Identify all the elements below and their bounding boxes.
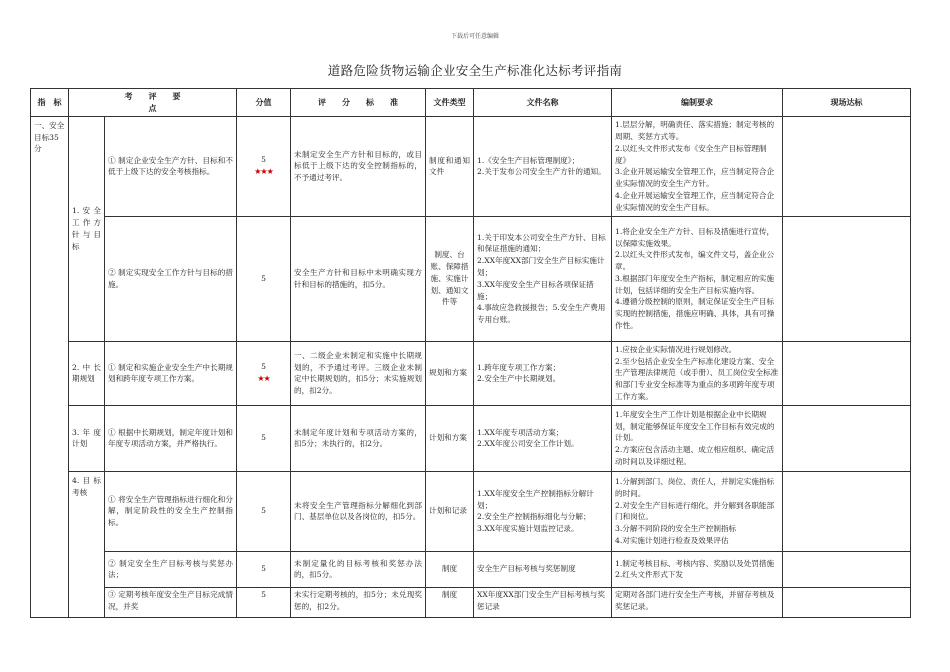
score-value: 5 [261,506,266,516]
table-row [31,471,911,551]
file-type-cell: 制度、台账、保障措施、实施计划、通知文件等 [426,216,474,341]
onsite-cell [783,341,911,405]
score-cell [237,116,291,216]
header-file-type: 文件类型 [426,89,474,117]
requirements-cell: 定期对各部门进行安全生产考核，并留存考核及奖惩记录。 [612,587,783,617]
group-label: 2.中长期规划 [69,341,105,405]
group-label: 3.年度计划 [69,405,105,471]
key-point: ① 制定企业安全生产方针、目标和不低于上级下达的安全考核指标。 [105,116,237,216]
requirements-cell: 1.分解到部门、岗位、责任人，并制定实施指标的时间。 2.对安全生产目标进行细化，并分解到各职能部门和岗位。 3.分解不同阶段的安全生产控制指标 4.对实施计划进行检查及效果评估 [612,471,783,551]
section-label: 一、安全目标35分 [31,116,69,617]
table-row [31,405,911,471]
group-label: 1.安全工作方针与目标 [69,116,105,341]
document-title: 道路危险货物运输企业安全生产标准化达标考评指南 [327,63,623,78]
onsite-cell [783,405,911,471]
criteria-cell: 一、二级企业未制定和实施中长期规划的，不予通过考评。三级企业未制定中长期规划的，扣5分；未实施规划的，扣2分。 [291,341,426,405]
onsite-cell [783,116,911,216]
requirements-cell: 1.应按企业实际情况进行规划修改。 2.至少包括企业安全生产标准化建设方案、安全生产管理法律规范（或手册）、员工岗位安全标准和部门专业安全标准等为重点的多项跨年度专项工作方案。 [612,341,783,405]
header-requirements: 编制要求 [612,89,783,117]
score-value: 5 [261,155,266,165]
key-point: ② 制定实现安全工作方针与目标的措施。 [105,216,237,341]
key-point: ② 制定安全生产目标考核与奖惩办法； [105,551,237,587]
file-type-cell: 规划和方案 [426,341,474,405]
file-name-cell: 1.XX年度专项活动方案； 2.XX年度公司安全工作计划。 [474,405,612,471]
table-row [31,116,911,216]
header-file-name: 文件名称 [474,89,612,117]
header-score: 分值 [237,89,291,117]
table-row [31,341,911,405]
onsite-cell [783,216,911,341]
criteria-cell: 未制定年度计划和专项活动方案的，扣5分；未执行的，扣2分。 [291,405,426,471]
file-name-cell: XX年度XX部门安全生产目标考核与奖惩记录 [474,587,612,617]
key-point: ③ 定期考核年度安全生产目标完成情况，并奖 [105,587,237,617]
file-type-cell: 计划和记录 [426,471,474,551]
score-value: 5 [261,564,266,574]
requirements-cell: 1.层层分解，明确责任、落实措施；制定考核的周期、奖惩方式等。 2.以红头文件形式发布《安全生产目标管理制度》 3.企业开展运输安全管理工作，应当制定符合企业实际情况的安全生产方针。 4.企业开展运输安全管理工作，应当制定符合企业实际情况的安全生产目标。 [612,116,783,216]
top-note: 下载后可任意编辑 [450,33,499,40]
star-rating-icon: ★★ [257,373,270,383]
file-type-cell: 计划和方案 [426,405,474,471]
file-name-cell: 1.跨年度专项工作方案； 2.安全生产中长期规划。 [474,341,612,405]
file-type-cell: 制度和通知文件 [426,116,474,216]
score-cell [237,216,291,341]
evaluation-table [30,88,911,618]
score-cell [237,405,291,471]
onsite-cell [783,471,911,551]
score-value: 5 [261,362,266,372]
star-rating-icon: ★★★ [254,166,273,176]
criteria-cell: 未实行定期考核的，扣5分；未兑现奖惩的，扣2分。 [291,587,426,617]
header-criteria: 评 分 标 准 [291,89,426,117]
file-name-cell: 安全生产目标考核与奖惩制度 [474,551,612,587]
score-value: 5 [261,589,266,599]
criteria-cell: 未制定量化的目标考核和奖惩办法的，扣5分。 [291,551,426,587]
onsite-cell [783,551,911,587]
header-indicator: 指 标 [31,89,69,117]
header-key-points: 考 评 要 点 [69,89,237,117]
key-point: ① 将安全生产管理指标进行细化和分解，制定阶段性的安全生产控制指标。 [105,471,237,551]
score-cell [237,471,291,551]
score-cell [237,551,291,587]
criteria-cell: 未将安全生产管理指标分解细化到部门、基层单位以及各岗位的，扣5分。 [291,471,426,551]
header-onsite: 现场达标 [783,89,911,117]
onsite-cell [783,587,911,617]
key-point: ① 根据中长期规划，制定年度计划和年度专项活动方案，并严格执行。 [105,405,237,471]
file-type-cell: 制度 [426,587,474,617]
table-row [31,551,911,587]
key-point: ① 制定和实施企业安全生产中长期规划和跨年度专项工作方案。 [105,341,237,405]
criteria-cell: 未制定安全生产方针和目标的，或目标低于上级下达的安全控制指标的，不予通过考评。 [291,116,426,216]
criteria-cell: 安全生产方针和目标中未明确实现方针和目标的措施的，扣5分。 [291,216,426,341]
score-cell [237,341,291,405]
requirements-cell: 1.将企业安全生产方针、目标及措施进行宣传，以保障实施效果。 2.以红头文件形式发布，编文件文号，盖企业公章。 3.根据部门年度安全生产指标，制定相应的实施计划，包括详细的安全生产目标实施内容。 4.遵循分级控制的原则，制定保证安全生产目标实现的控制措施，措施应明确、具体，具有可操作性。 [612,216,783,341]
table-row [31,587,911,617]
file-name-cell: 1.XX年度安全生产控制指标分解计划； 2.安全生产控制指标细化与分解； 3.XX年度实施计划监控记录。 [474,471,612,551]
requirements-cell: 1.年度安全生产工作计划是根据企业中长期规划，制定能够保证年度安全工作目标有效完成的计划。 2.方案应包含活动主题、成立相应组织、确定活动时间以及详细过程。 [612,405,783,471]
file-type-cell: 制度 [426,551,474,587]
header-row [31,89,911,117]
requirements-cell: 1.制定考核目标、考核内容、奖励以及处罚措施 2.红头文件形式下发 [612,551,783,587]
group-label: 4.目标考核 [69,471,105,617]
score-cell [237,587,291,617]
score-value: 5 [261,273,266,283]
table-row [31,216,911,341]
file-name-cell: 1.《安全生产目标管理制度》； 2.关于发布公司安全生产方针的通知。 [474,116,612,216]
score-value: 5 [261,433,266,443]
file-name-cell: 1.关于印发本公司安全生产方针、目标和保证措施的通知； 2.XX年度XX部门安全生产目标实施计划； 3.XX年度安全生产目标各项保证措施； 4.事故应急救援报告；5.安全生产费用专用台账。 [474,216,612,341]
